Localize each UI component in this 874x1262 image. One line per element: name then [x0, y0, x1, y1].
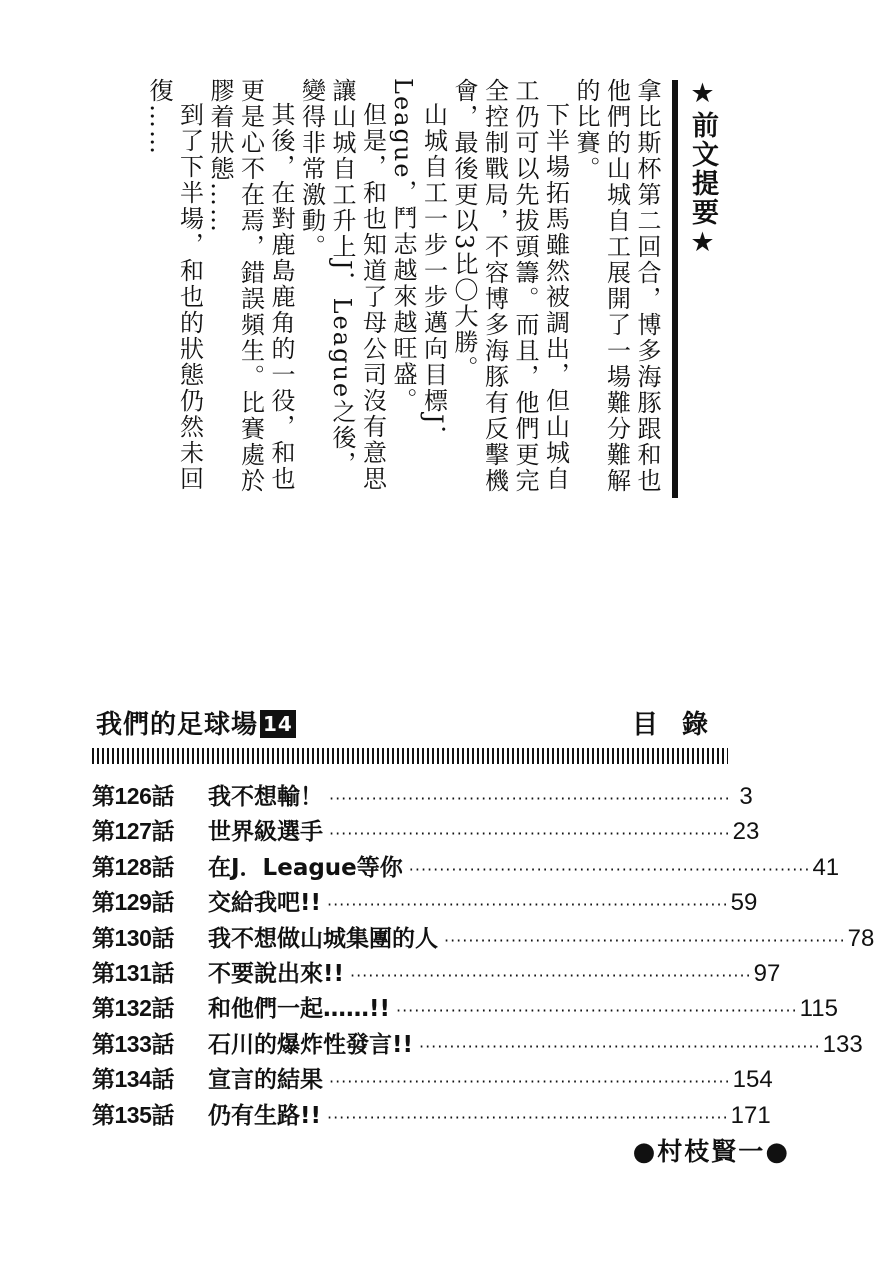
chapter-list [92, 778, 874, 1132]
chapter-number: 第132話 [92, 995, 174, 1022]
chapter-row[interactable] [92, 778, 753, 813]
chapter-page: 115 [799, 995, 838, 1023]
chapter-row[interactable] [92, 1026, 863, 1061]
summary-paragraph: 下半場拓馬雖然被調出，但山城自工仍可以先拔頭籌。而且，他們更完全控制戰局，不容博多海豚有反擊機會，最後更以3比〇大勝。 [450, 78, 570, 494]
chapter-title: 世界級選手 [208, 819, 323, 846]
chapter-title: 仍有生路!! [208, 1102, 321, 1129]
chapter-row[interactable] [92, 920, 874, 955]
chapter-page: 41 [812, 853, 840, 881]
chapter-number: 第127話 [92, 818, 174, 845]
summary-divider [672, 80, 678, 498]
leader-dots: ·································································· [444, 930, 846, 950]
contents-label: 目錄 [631, 710, 732, 740]
toc-header [92, 700, 732, 744]
chapter-page: 59 [730, 889, 758, 917]
chapter-row[interactable] [92, 1097, 771, 1132]
chapter-page: 171 [730, 1101, 771, 1129]
leader-dots: ·································································· [408, 859, 811, 879]
chapter-page: 78 [847, 924, 874, 952]
chapter-number: 第129話 [92, 889, 174, 916]
chapter-title: 交給我吧!! [208, 890, 321, 917]
volume-badge: 14 [260, 710, 296, 738]
bullet-icon: ● [765, 1137, 790, 1167]
chapter-number: 第130話 [92, 924, 174, 951]
chapter-row[interactable] [92, 813, 760, 848]
author-credit [633, 1132, 790, 1168]
chapter-page: 97 [753, 959, 781, 987]
author-name: 村枝賢一 [657, 1137, 766, 1166]
leader-dots: ·································································· [329, 1072, 731, 1092]
chapter-title: 和他們一起……!! [208, 996, 390, 1023]
chapter-number: 第134話 [92, 1066, 174, 1093]
leader-dots: ·································································· [329, 824, 731, 844]
book-title-text: 我們的足球場 [96, 710, 259, 740]
chapter-number: 第131話 [92, 959, 174, 986]
chapter-page: 3 [739, 783, 753, 810]
bullet-icon: ● [632, 1137, 658, 1167]
summary-title: ★前文提要★ [687, 78, 718, 260]
leader-dots: ·································································· [395, 1001, 798, 1021]
leader-dots: ·································································· [418, 1036, 821, 1056]
story-summary [145, 70, 730, 510]
chapter-number: 第135話 [92, 1101, 174, 1128]
summary-paragraph: 到了下半場，和也的狀態仍然未回復…… [145, 78, 204, 492]
leader-dots: ·································································· [326, 895, 729, 915]
chapter-row[interactable] [92, 955, 781, 990]
chapter-title: 不要說出來!! [208, 960, 344, 987]
chapter-title: 我不想輸！ [208, 784, 323, 810]
chapter-row[interactable] [92, 849, 840, 884]
chapter-title: 石川的爆炸性發言!! [208, 1031, 413, 1058]
chapter-row[interactable] [92, 884, 758, 919]
summary-paragraph: 山城自工一步一步邁向目標J．League，鬥志越來越旺盛。 [389, 78, 448, 452]
leader-dots: ·································································· [329, 789, 731, 808]
summary-paragraph: 但是，和也知道了母公司沒有意思讓山城自工升上J．League之後，變得非常激動。 [297, 78, 387, 492]
chapter-row[interactable] [92, 1061, 773, 1096]
chapter-title: 宣言的結果 [208, 1067, 323, 1094]
summary-body [145, 78, 662, 498]
chapter-page: 23 [732, 818, 760, 846]
summary-paragraph: 其後，在對鹿島鹿角的一役，和也更是心不在焉，錯誤頻生。比賽處於膠着狀態…… [206, 78, 295, 494]
chapter-number: 第126話 [92, 783, 174, 809]
toc-divider [92, 748, 728, 764]
chapter-number: 第128話 [92, 853, 174, 880]
table-of-contents [92, 700, 874, 1129]
chapter-title: 在J．League等你 [208, 854, 403, 881]
book-title [96, 704, 296, 741]
leader-dots: ·································································· [326, 1107, 729, 1127]
chapter-page: 154 [732, 1066, 773, 1094]
chapter-title: 我不想做山城集團的人 [208, 925, 438, 952]
chapter-page: 133 [822, 1030, 863, 1058]
chapter-row[interactable] [92, 990, 838, 1025]
chapter-number: 第133話 [92, 1030, 174, 1057]
leader-dots: ·································································· [349, 965, 752, 985]
summary-paragraph: 拿比斯杯第二回合，博多海豚跟和也他們的山城自工展開了一場難分難解的比賽。 [572, 78, 661, 494]
